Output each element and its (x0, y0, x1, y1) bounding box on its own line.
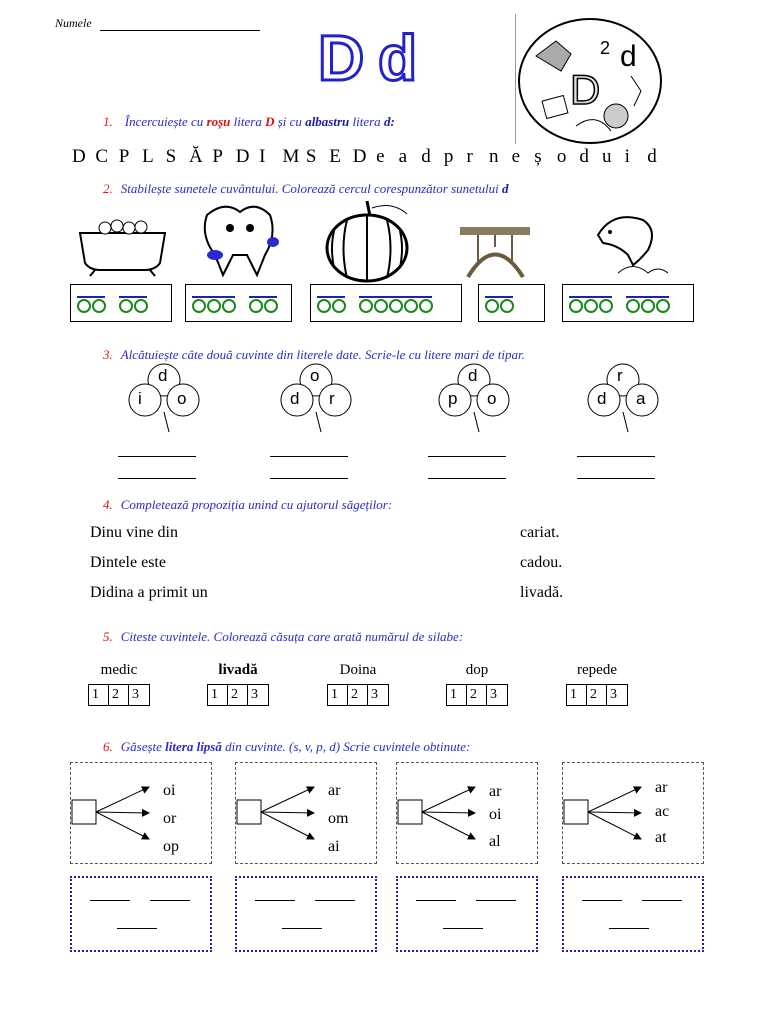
answer-line[interactable] (315, 900, 355, 901)
sound-circle[interactable] (600, 300, 612, 312)
syllable-cell[interactable]: 2 (587, 685, 607, 705)
letter-23[interactable]: u (602, 146, 612, 167)
sound-box-2 (185, 284, 292, 322)
syllable-cells-2 (207, 684, 269, 706)
sound-circle[interactable] (318, 300, 330, 312)
answer-line[interactable] (609, 928, 649, 929)
answer-line[interactable] (443, 928, 483, 929)
bridge-picture (458, 222, 533, 280)
sound-circle[interactable] (265, 300, 277, 312)
svg-text:d: d (620, 40, 637, 73)
name-label: Numele (55, 16, 92, 30)
sound-box-4 (478, 284, 545, 322)
ex2-instruction: 2. Stabilește sunetele cuvântului. Colorează cercul corespunzător sunetului d (103, 181, 509, 196)
clover-letter-right: r (329, 389, 335, 408)
letter-13[interactable]: e (376, 146, 385, 167)
syllable-word-3: Doina (339, 662, 377, 678)
letter-2[interactable]: P (118, 146, 130, 167)
letter-21[interactable]: o (556, 146, 567, 167)
sound-circle[interactable] (223, 300, 235, 312)
ex4-left-1[interactable]: Dinu vine din (90, 524, 178, 541)
word-ending-3: at (655, 829, 667, 846)
sound-circle[interactable] (333, 300, 345, 312)
ex4-left-2[interactable]: Dintele este (90, 554, 166, 571)
word-group-2 (235, 762, 377, 864)
ex5-instruction: 5. Citeste cuvintele. Colorează căsuța care arată numărul de silabe: (103, 629, 464, 644)
syllable-word-4: dop (465, 662, 489, 678)
word-ending-3: ai (328, 838, 340, 855)
sound-circle[interactable] (360, 300, 372, 312)
syllable-word-1: medic (100, 662, 138, 678)
word-group-3 (396, 762, 538, 864)
syllable-cell[interactable]: 2 (109, 685, 129, 705)
syllable-cell[interactable]: 2 (467, 685, 487, 705)
sound-circle[interactable] (405, 300, 417, 312)
ex3-answer-line[interactable] (428, 478, 506, 479)
letter-6[interactable]: P (212, 146, 223, 167)
syllable-word-5: repede (577, 662, 617, 678)
sound-circle[interactable] (420, 300, 432, 312)
letter-7[interactable]: D (235, 146, 250, 167)
letter-1[interactable]: C (95, 146, 109, 167)
clover-2 (277, 362, 355, 434)
word-ending-2: or (163, 810, 177, 827)
ex3-answer-line[interactable] (270, 478, 348, 479)
word-ending-2: om (328, 810, 349, 827)
answer-line[interactable] (117, 928, 157, 929)
sound-circle[interactable] (486, 300, 498, 312)
sound-circle[interactable] (585, 300, 597, 312)
ex3-answer-line[interactable] (577, 456, 655, 457)
clover-letter-right: a (636, 389, 646, 408)
word-ending-1: ar (655, 779, 668, 796)
answer-line[interactable] (282, 928, 322, 929)
clover-letter-top: d (158, 366, 168, 385)
ex4-right-3[interactable]: livadă. (520, 584, 564, 601)
name-input-line[interactable] (100, 30, 260, 31)
syllable-cell[interactable]: 1 (208, 685, 228, 705)
sound-circle[interactable] (208, 300, 220, 312)
letter-19[interactable]: e (511, 146, 521, 167)
sound-circle[interactable] (390, 300, 402, 312)
word-ending-2: oi (489, 806, 502, 823)
answer-line[interactable] (476, 900, 516, 901)
title-letter-lower: d (378, 22, 418, 94)
sound-circle[interactable] (657, 300, 669, 312)
letter-11[interactable]: E (329, 146, 341, 167)
clover-3 (435, 362, 513, 434)
word-ending-2: ac (655, 803, 670, 820)
sound-circle[interactable] (375, 300, 387, 312)
clover-1 (125, 362, 203, 434)
answer-line[interactable] (255, 900, 295, 901)
ex3-answer-line[interactable] (270, 456, 348, 457)
sound-circle[interactable] (570, 300, 582, 312)
clover-letter-left: d (597, 389, 607, 408)
word-group-1 (70, 762, 212, 864)
word-ending-3: al (489, 833, 501, 850)
dolphin-picture (588, 205, 673, 280)
letter-14[interactable]: a (398, 146, 408, 167)
answer-line[interactable] (642, 900, 682, 901)
ex1-letters-row (72, 146, 670, 168)
ex4-right-2[interactable]: cadou. (520, 554, 563, 571)
letter-8[interactable]: I (259, 146, 266, 167)
syllable-cells-3 (327, 684, 389, 706)
word-group-4 (562, 762, 704, 864)
word-ending-1: oi (163, 782, 176, 799)
syllable-cell[interactable]: 1 (328, 685, 348, 705)
letter-15[interactable]: d (421, 146, 431, 167)
ex3-instruction: 3. Alcătuiește câte două cuvinte din literele date. Scrie-le cu litere mari de tipar. (103, 347, 525, 362)
clover-letter-top: d (468, 366, 478, 385)
letter-24[interactable]: i (624, 146, 630, 167)
ex3-answer-line[interactable] (428, 456, 506, 457)
letter-d-illustration (516, 16, 664, 146)
letter-10[interactable]: S (305, 146, 317, 167)
sound-circle[interactable] (250, 300, 262, 312)
ex4-right-1[interactable]: cariat. (520, 524, 560, 541)
letter-22[interactable]: d (579, 146, 589, 167)
syllable-word-2: livadă (218, 662, 258, 678)
syllable-cell[interactable]: 3 (490, 687, 497, 702)
ex3-answer-line[interactable] (118, 456, 196, 457)
syllable-cell[interactable]: 3 (371, 687, 378, 702)
letter-12[interactable]: D (352, 146, 367, 167)
syllable-cell[interactable]: 2 (348, 685, 368, 705)
syllable-cell[interactable]: 1 (447, 685, 467, 705)
letter-5[interactable]: Ă (188, 146, 203, 167)
sound-circle[interactable] (193, 300, 205, 312)
letter-18[interactable]: n (489, 146, 499, 167)
answer-line[interactable] (582, 900, 622, 901)
bathtub-picture (75, 218, 170, 278)
clover-letter-top: o (310, 366, 320, 385)
letter-17[interactable]: r (466, 146, 473, 167)
syllable-cell[interactable]: 2 (228, 685, 248, 705)
ex3-answer-line[interactable] (577, 478, 655, 479)
sound-circle[interactable] (78, 300, 90, 312)
sound-circle[interactable] (642, 300, 654, 312)
answer-line[interactable] (90, 900, 130, 901)
sound-box-5 (562, 284, 694, 322)
title-letter-upper: D (318, 22, 365, 94)
clover-4 (584, 362, 662, 434)
svg-text:2: 2 (600, 38, 611, 58)
answer-line[interactable] (150, 900, 190, 901)
clover-letter-left: i (138, 389, 142, 408)
ex4-left-3[interactable]: Didina a primit un (90, 584, 208, 601)
tooth-picture (195, 200, 285, 280)
answer-line[interactable] (416, 900, 456, 901)
ex3-answer-line[interactable] (118, 478, 196, 479)
ex4-instruction: 4. Completează propoziția unind cu ajutorul săgeților: (103, 497, 393, 512)
sound-circle[interactable] (135, 300, 147, 312)
syllable-cells-5 (566, 684, 628, 706)
word-ending-1: ar (328, 782, 341, 799)
syllable-cell[interactable]: 3 (610, 687, 617, 702)
svg-text:D: D (570, 66, 601, 113)
clover-letter-left: p (448, 389, 458, 408)
clover-letter-right: o (487, 389, 497, 408)
answer-box-1[interactable] (70, 876, 212, 952)
sound-box-1 (70, 284, 172, 322)
letter-16[interactable]: p (443, 146, 454, 167)
sound-circle[interactable] (93, 300, 105, 312)
letter-9[interactable]: M (282, 146, 300, 167)
letter-4[interactable]: S (165, 146, 177, 167)
letter-3[interactable]: L (142, 146, 154, 167)
word-ending-1: ar (489, 783, 502, 800)
syllable-cell[interactable]: 3 (132, 687, 139, 702)
syllable-cells-1 (88, 684, 150, 706)
sound-circle[interactable] (120, 300, 132, 312)
letter-25[interactable]: d (647, 146, 657, 167)
ex6-instruction: 6. Găsește litera lipsă din cuvinte. (s, v, p, d) Scrie cuvintele obtinute: (103, 739, 471, 754)
syllable-cells-4 (446, 684, 508, 706)
answer-box-3[interactable] (396, 876, 538, 952)
letter-0[interactable]: D (72, 146, 86, 167)
ex1-instruction: 1. Încercuiește cu roșu litera D și cu albastru litera d: (103, 114, 395, 129)
clover-letter-top: r (617, 366, 623, 385)
sound-circle[interactable] (627, 300, 639, 312)
letter-20[interactable]: ș (534, 146, 542, 167)
sound-circle[interactable] (501, 300, 513, 312)
syllable-cell[interactable]: 1 (89, 685, 109, 705)
pumpkin-picture (322, 196, 412, 286)
answer-box-2[interactable] (235, 876, 377, 952)
syllable-cell[interactable]: 3 (251, 687, 258, 702)
syllable-cell[interactable]: 1 (567, 685, 587, 705)
clover-letter-left: d (290, 389, 300, 408)
word-ending-3: op (163, 838, 179, 855)
answer-box-4[interactable] (562, 876, 704, 952)
sound-box-3 (310, 284, 462, 322)
clover-letter-right: o (177, 389, 187, 408)
